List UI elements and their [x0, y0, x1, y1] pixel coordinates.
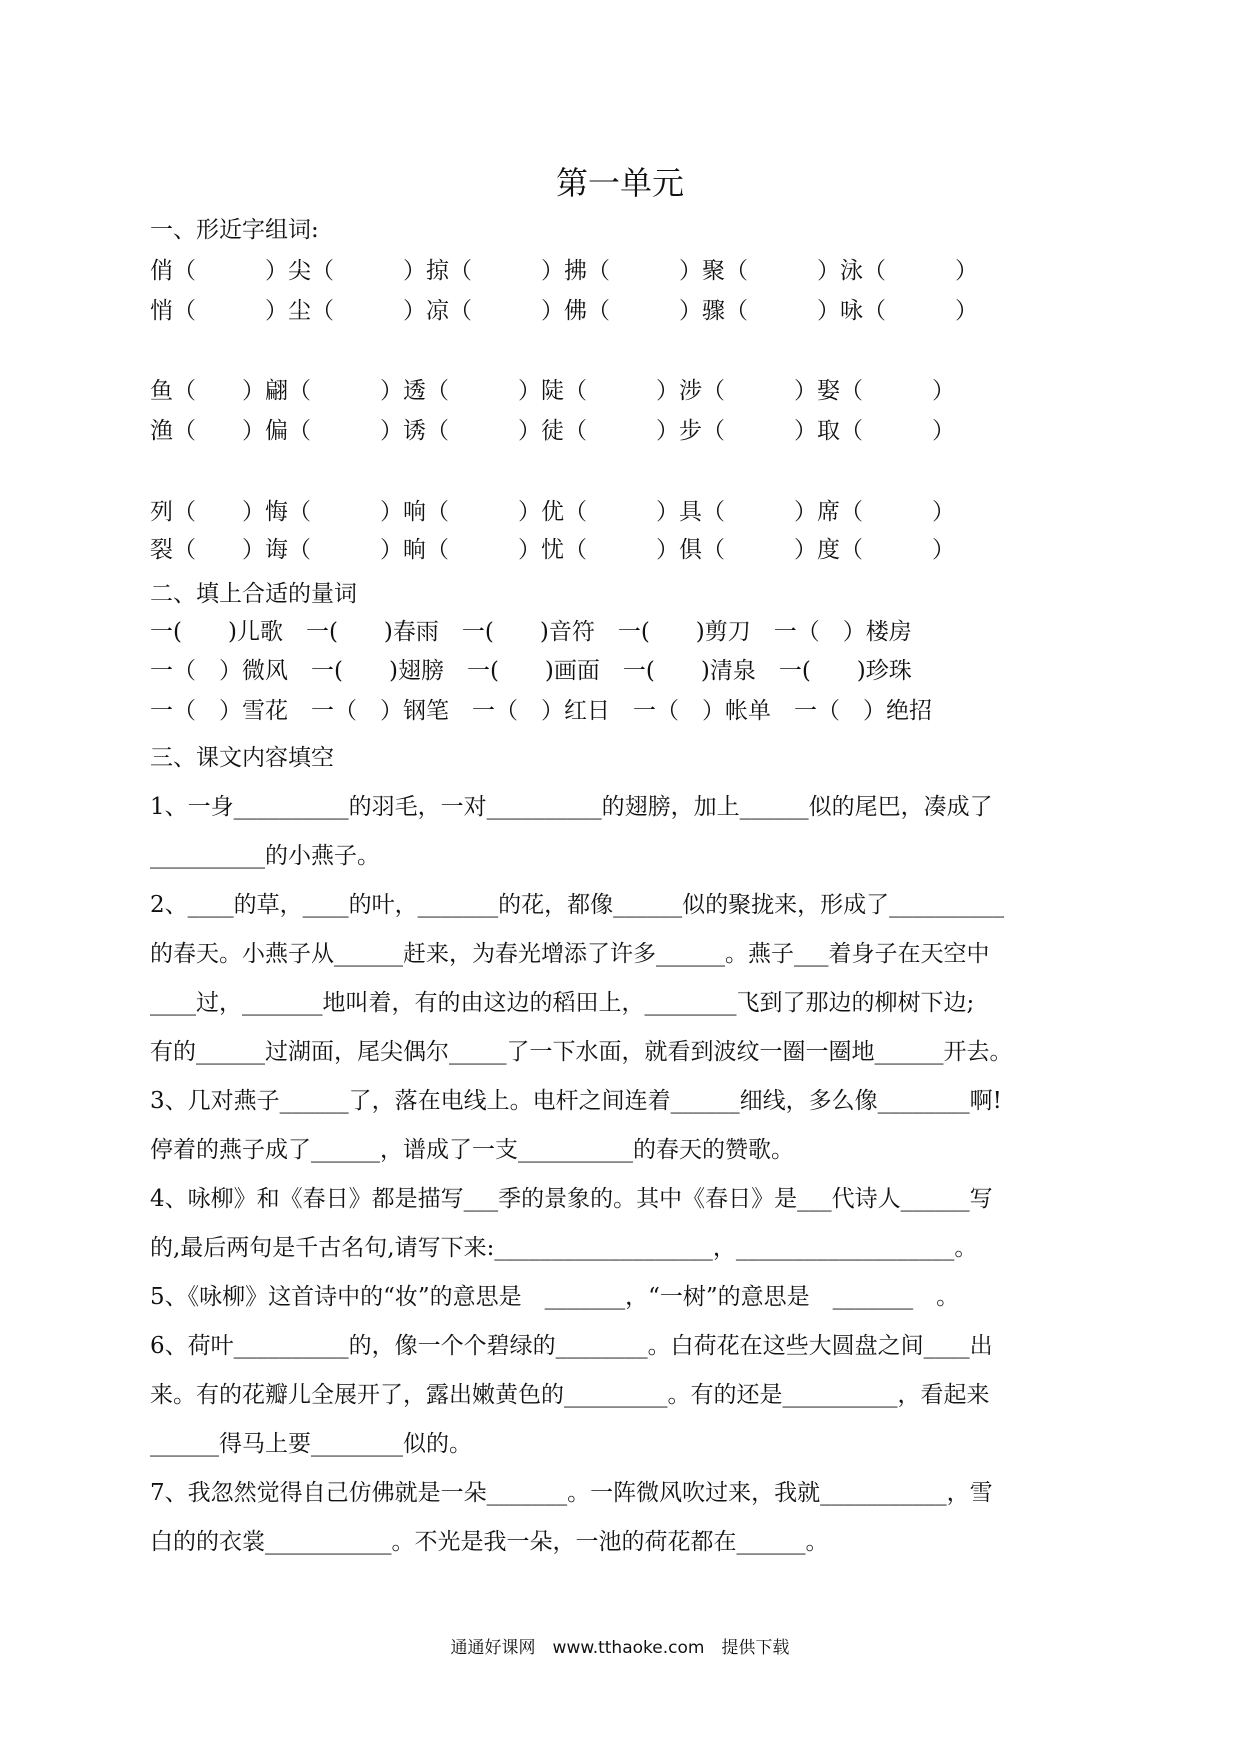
word-row: 列（ ）悔（ ）响（ ）优（ ）具（ ）席（ ）: [150, 499, 955, 525]
measure-word-row: 一（ ）微风 一( )翅膀 一( )画面 一( )清泉 一( )珍珠: [150, 658, 912, 684]
section-heading-2: 二、填上合适的量词: [150, 581, 357, 607]
word-row: 俏（ ）尖（ ）掠（ ）拂（ ）聚（ ）泳（ ）: [150, 258, 978, 284]
footer-source: 通通好课网 www.tthaoke.com 提供下载: [450, 1638, 790, 1658]
fill-blank-line: 3、几对燕子______了，落在电线上。电杆之间连着______细线，多么像________啊!: [150, 1088, 1002, 1114]
fill-blank-line: 有的______过湖面，尾尖偶尔_____了一下水面，就看到波纹一圈一圈地______开去。: [150, 1039, 1013, 1065]
measure-word-row: 一( )儿歌 一( )春雨 一( )音符 一( )剪刀 一（ ）楼房: [150, 619, 912, 645]
fill-blank-line: 白的的衣裳___________。不光是我一朵，一池的荷花都在______。: [150, 1529, 829, 1555]
fill-blank-line: 1、一身__________的羽毛，一对__________的翅膀，加上______似的尾巴，凑成了: [150, 794, 993, 820]
word-row: 鱼（ ）翩（ ）透（ ）陡（ ）涉（ ）娶（ ）: [150, 378, 955, 404]
fill-blank-line: 4、咏柳》和《春日》都是描写___季的景象的。其中《春日》是___代诗人______写: [150, 1186, 993, 1212]
fill-blank-line: 来。有的花瓣儿全展开了，露出嫩黄色的_________。有的还是__________，看起来: [150, 1382, 990, 1408]
fill-blank-line: __________的小燕子。: [150, 843, 380, 869]
fill-blank-line: 5、《咏柳》这首诗中的“妆”的意思是 _______，“一树”的意思是 _______ 。: [150, 1284, 960, 1310]
fill-blank-line: ______得马上要________似的。: [150, 1431, 472, 1457]
section-heading-1: 一、形近字组词:: [150, 217, 319, 243]
fill-blank-line: ____过，_______地叫着，有的由这边的稻田上，________飞到了那边的柳树下边;: [150, 990, 975, 1016]
page-title: 第一单元: [555, 164, 684, 202]
fill-blank-line: 的春天。小燕子从______赶来，为春光增添了许多______。燕子___着身子在天空中: [150, 941, 990, 967]
word-row: 裂（ ）诲（ ）晌（ ）忧（ ）俱（ ）度（ ）: [150, 537, 955, 563]
word-row: 悄（ ）尘（ ）凉（ ）佛（ ）骤（ ）咏（ ）: [150, 298, 978, 324]
fill-blank-line: 6、荷叶__________的，像一个个碧绿的________。白荷花在这些大圆盘之间____出: [150, 1333, 993, 1359]
measure-word-row: 一（ ）雪花 一（ ）钢笔 一（ ）红日 一（ ）帐单 一（ ）绝招: [150, 698, 932, 724]
fill-blank-line: 2、____的草，____的叶，_______的花，都像______似的聚拢来，形成了__________: [150, 892, 1005, 918]
fill-blank-line: 停着的燕子成了______，谱成了一支__________的春天的赞歌。: [150, 1137, 794, 1163]
fill-blank-line: 7、我忽然觉得自己仿佛就是一朵_______。一阵微风吹过来，我就___________，雪: [150, 1480, 993, 1506]
fill-blank-line: 的,最后两句是千古名句,请写下来:___________________，___________________。: [150, 1235, 978, 1261]
section-heading-3: 三、课文内容填空: [150, 745, 334, 771]
word-row: 渔（ ）偏（ ）诱（ ）徒（ ）步（ ）取（ ）: [150, 418, 955, 444]
